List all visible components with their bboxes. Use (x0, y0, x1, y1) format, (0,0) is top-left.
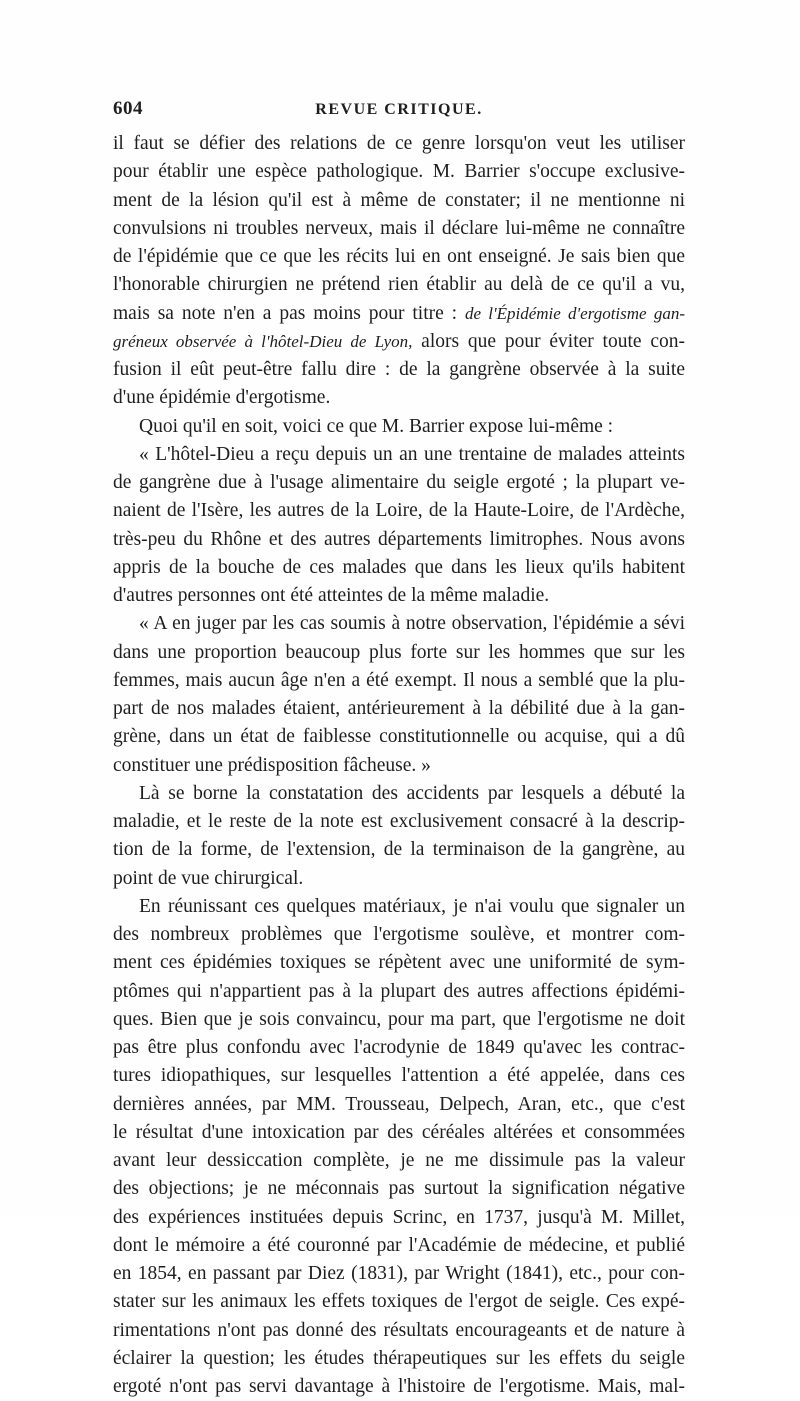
text-line: d'une épidémie d'ergotisme. (113, 387, 331, 409)
text-line: d'autres personnes ont été atteintes de la même maladie. (113, 585, 550, 606)
text-line: ptômes qui n'appartient pas à la plupart des autres affections épidémi- (113, 980, 685, 1002)
italic-title: gréneux observée à l'hôtel-Dieu de Lyon, (113, 331, 413, 351)
page-number: 604 (113, 98, 143, 119)
text-segment: alors que pour éviter toute con- (412, 330, 685, 352)
text-line: très-peu du Rhône et des autres départements limitrophes. Nous avons (113, 528, 685, 550)
text-line: rimentations n'ont pas donné des résultats encourageants et de nature à (113, 1319, 685, 1341)
text-line: tion de la forme, de l'extension, de la terminaison de la gangrène, au (113, 839, 685, 861)
text-line: point de vue chirurgical. (113, 867, 304, 889)
text-line: pour établir une espèce pathologique. M. Barrier s'occupe exclusive- (113, 161, 685, 183)
text-segment: mais sa note n'en a pas moins pour titre : (113, 302, 465, 324)
text-line: « A en juger par les cas soumis à notre observation, l'épidémie a sévi (139, 613, 685, 635)
text-line: En réunissant ces quelques matériaux, je n'ai voulu que signaler un (139, 895, 685, 917)
text-line: de gangrène due à l'usage alimentaire du seigle ergoté ; la plupart ve- (113, 472, 685, 493)
text-line: en 1854, en passant par Diez (1831), par Wright (1841), etc., pour con- (113, 1263, 685, 1284)
text-line: appris de la bouche de ces malades que dans les lieux qu'ils habitent (113, 556, 685, 578)
text-line: dont le mémoire a été couronné par l'Académie de médecine, et publié (113, 1234, 685, 1256)
text-line: des expériences instituées depuis Scrinc, en 1737, jusqu'à M. Millet, (113, 1206, 685, 1228)
text-line: constituer une prédisposition fâcheuse. » (113, 754, 431, 776)
text-line: naient de l'Isère, les autres de la Loire, de la Haute-Loire, de l'Ardèche, (113, 500, 685, 522)
text-line: Là se borne la constatation des accidents par lesquels a débuté la (139, 782, 685, 804)
italic-title: de l'Épidémie d'ergotisme gan- (464, 303, 685, 323)
running-head (113, 98, 685, 124)
text-line: le résultat d'une intoxication par des céréales altérées et consommées (113, 1121, 685, 1143)
text-line: femmes, mais aucun âge n'en a été exempt. Il nous a semblé que la plu- (113, 669, 685, 691)
text-line: l'honorable chirurgien ne prétend rien établir au delà de ce qu'il a vu, (113, 274, 685, 296)
text-line: stater sur les animaux les effets toxiques de l'ergot de seigle. Ces expé- (113, 1291, 685, 1313)
text-line: fusion il eût peut-être fallu dire : de la gangrène observée à la suite (113, 359, 685, 380)
text-line: des objections; je ne méconnais pas surtout la signification négative (113, 1178, 685, 1200)
text-line: Quoi qu'il en soit, voici ce que M. Barrier expose lui-même : (139, 415, 614, 437)
text-line: maladie, et le reste de la note est exclusivement consacré à la descrip- (113, 811, 685, 832)
text-line: dernières années, par MM. Trousseau, Delpech, Aran, etc., que c'est (113, 1093, 685, 1115)
text-line: éclairer la question; les études thérapeutiques sur les effets du seigle (113, 1347, 685, 1369)
text-line: il faut se défier des relations de ce genre lorsqu'on veut les utiliser (113, 133, 685, 154)
text-line: de l'épidémie que ce que les récits lui en ont enseigné. Je sais bien que (113, 246, 685, 267)
text-line: tures idiopathiques, sur lesquelles l'attention a été appelée, dans ces (113, 1065, 685, 1087)
text-line: « L'hôtel-Dieu a reçu depuis un an une trentaine de malades atteints (139, 443, 685, 465)
text-line: grène, dans un état de faiblesse constitutionnelle ou acquise, qui a dû (113, 726, 685, 748)
text-line: ment de la lésion qu'il est à même de constater; il ne mentionne ni (113, 189, 685, 211)
body-text (113, 130, 685, 1401)
text-line: dans une proportion beaucoup plus forte sur les hommes que sur les (113, 641, 685, 663)
text-line: ergoté n'ont pas servi davantage à l'histoire de l'ergotisme. Mais, mal- (113, 1376, 685, 1397)
text-line: ques. Bien que je sois convaincu, pour ma part, que l'ergotisme ne doit (113, 1008, 685, 1030)
text-line: des nombreux problèmes que l'ergotisme soulève, et montrer com- (113, 924, 685, 945)
text-line: ment ces épidémies toxiques se répètent avec une uniformité de sym- (113, 952, 685, 974)
journal-title: REVUE CRITIQUE. (315, 101, 483, 118)
text-line (113, 300, 685, 328)
text-line: avant leur dessiccation complète, je ne me dissimule pas la valeur (113, 1150, 685, 1171)
text-line: part de nos malades étaient, antérieurement à la débilité due à la gan- (113, 698, 685, 719)
text-line (113, 328, 685, 356)
text-line: convulsions ni troubles nerveux, mais il déclare lui-même ne connaître (113, 217, 685, 239)
text-line: pas être plus confondu avec l'acrodynie de 1849 qu'avec les contrac- (113, 1037, 685, 1058)
